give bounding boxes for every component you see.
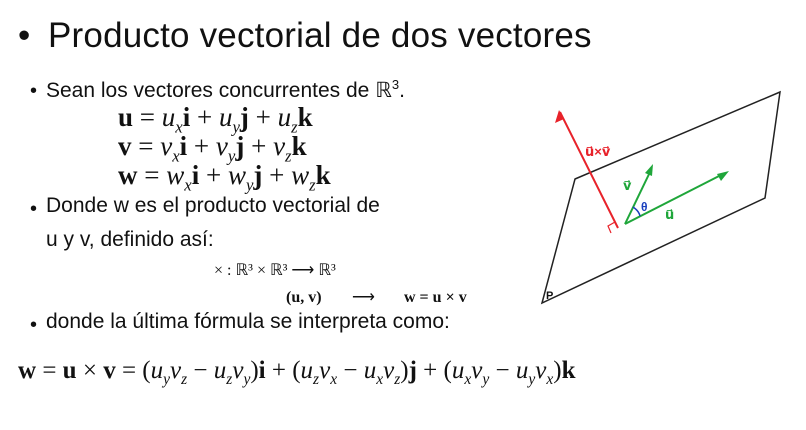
bullet-1-prefix: Sean los vectores concurrentes de	[46, 79, 376, 102]
label-uxv: u⃗×v⃗	[585, 144, 611, 159]
title-bullet: •	[18, 16, 31, 55]
angle-arc	[633, 207, 640, 216]
eq-v-a: v	[160, 131, 173, 161]
eq-u-lhs: u	[118, 102, 134, 132]
eq-u-c: u	[277, 102, 292, 132]
eq-w-i: i	[191, 160, 200, 190]
right-angle-mark	[608, 222, 615, 233]
eq-u-sy: y	[232, 117, 240, 137]
eq-v-sy: y	[227, 146, 236, 166]
mapping-line-2-arrow: ⟶	[352, 289, 375, 306]
eq-w-sz: z	[309, 175, 316, 195]
equation-w: $w = w_xi + w_yj + w_zk$	[118, 160, 331, 195]
equation-u: $u = u_xi + u_yj + u_zk$	[118, 102, 313, 137]
eq-w-b: w	[227, 160, 246, 190]
slide-title: Producto vectorial de dos vectores	[48, 16, 592, 55]
real-set-exponent: 3	[391, 77, 400, 92]
eq-w-k: k	[315, 160, 331, 190]
mapping-line-1: × : ℝ³ × ℝ³ ⟶ ℝ³	[214, 262, 336, 279]
mapping-line-2-right: w = u × v	[404, 289, 467, 306]
eq-v-c: v	[273, 131, 286, 161]
vector-u-arrowhead	[717, 171, 729, 181]
eq-w-lhs: w	[118, 160, 138, 190]
plane	[542, 92, 780, 303]
label-theta: θ	[641, 200, 648, 214]
equation-v: $v = v_xi + v_yj + v_zk$	[118, 131, 307, 166]
eq-w-j: j	[253, 160, 263, 190]
label-u: u⃗	[665, 207, 675, 222]
bullet-1-suffix: .	[399, 79, 405, 102]
mapping-line-2-left: (u, v)	[286, 289, 322, 306]
eq-w-sx: x	[184, 175, 192, 195]
eq-u-a: u	[161, 102, 176, 132]
real-set-symbol: ℝ	[375, 78, 392, 102]
bullet-1-text	[46, 77, 405, 103]
bullet-2-line-2: u y v, definido así:	[46, 228, 214, 251]
eq-v-lhs: v	[118, 131, 132, 161]
normal-vector-line	[560, 112, 618, 228]
cross-product-figure	[515, 66, 795, 312]
eq-u-sx: x	[175, 117, 183, 137]
eq-u-j: j	[239, 102, 249, 132]
eq-u-b: u	[218, 102, 233, 132]
eq-v-k: k	[291, 131, 307, 161]
cross-product-expansion: $w = u \times v = (u_yv_z - u_zv_y)i + (u_zv_x - u_xv_z)j + (u_xv_y - u_yv_x)k$	[18, 357, 576, 388]
eq-v-sx: x	[172, 146, 180, 166]
eq-v-j: j	[235, 131, 245, 161]
eq-v-sz: z	[285, 146, 292, 166]
plane-label-p: P	[546, 290, 554, 302]
eq-v-b: v	[215, 131, 228, 161]
label-v: v⃗	[623, 178, 632, 193]
bullet-marker: •	[30, 314, 38, 336]
eq-u-k: k	[297, 102, 313, 132]
eq-u-i: i	[182, 102, 191, 132]
eq-w-sy: y	[245, 175, 254, 195]
eq-w-a: w	[166, 160, 185, 190]
bullet-3-text: donde la última fórmula se interpreta como:	[46, 310, 450, 333]
eq-u-sz: z	[291, 117, 298, 137]
eq-w-c: w	[291, 160, 310, 190]
eq-v-i: i	[179, 131, 188, 161]
bullet-marker: •	[30, 198, 38, 220]
bullet-2-line-1: Donde w es el producto vectorial de	[46, 194, 380, 217]
vector-v-arrowhead	[645, 164, 653, 176]
bullet-marker: •	[30, 80, 38, 102]
